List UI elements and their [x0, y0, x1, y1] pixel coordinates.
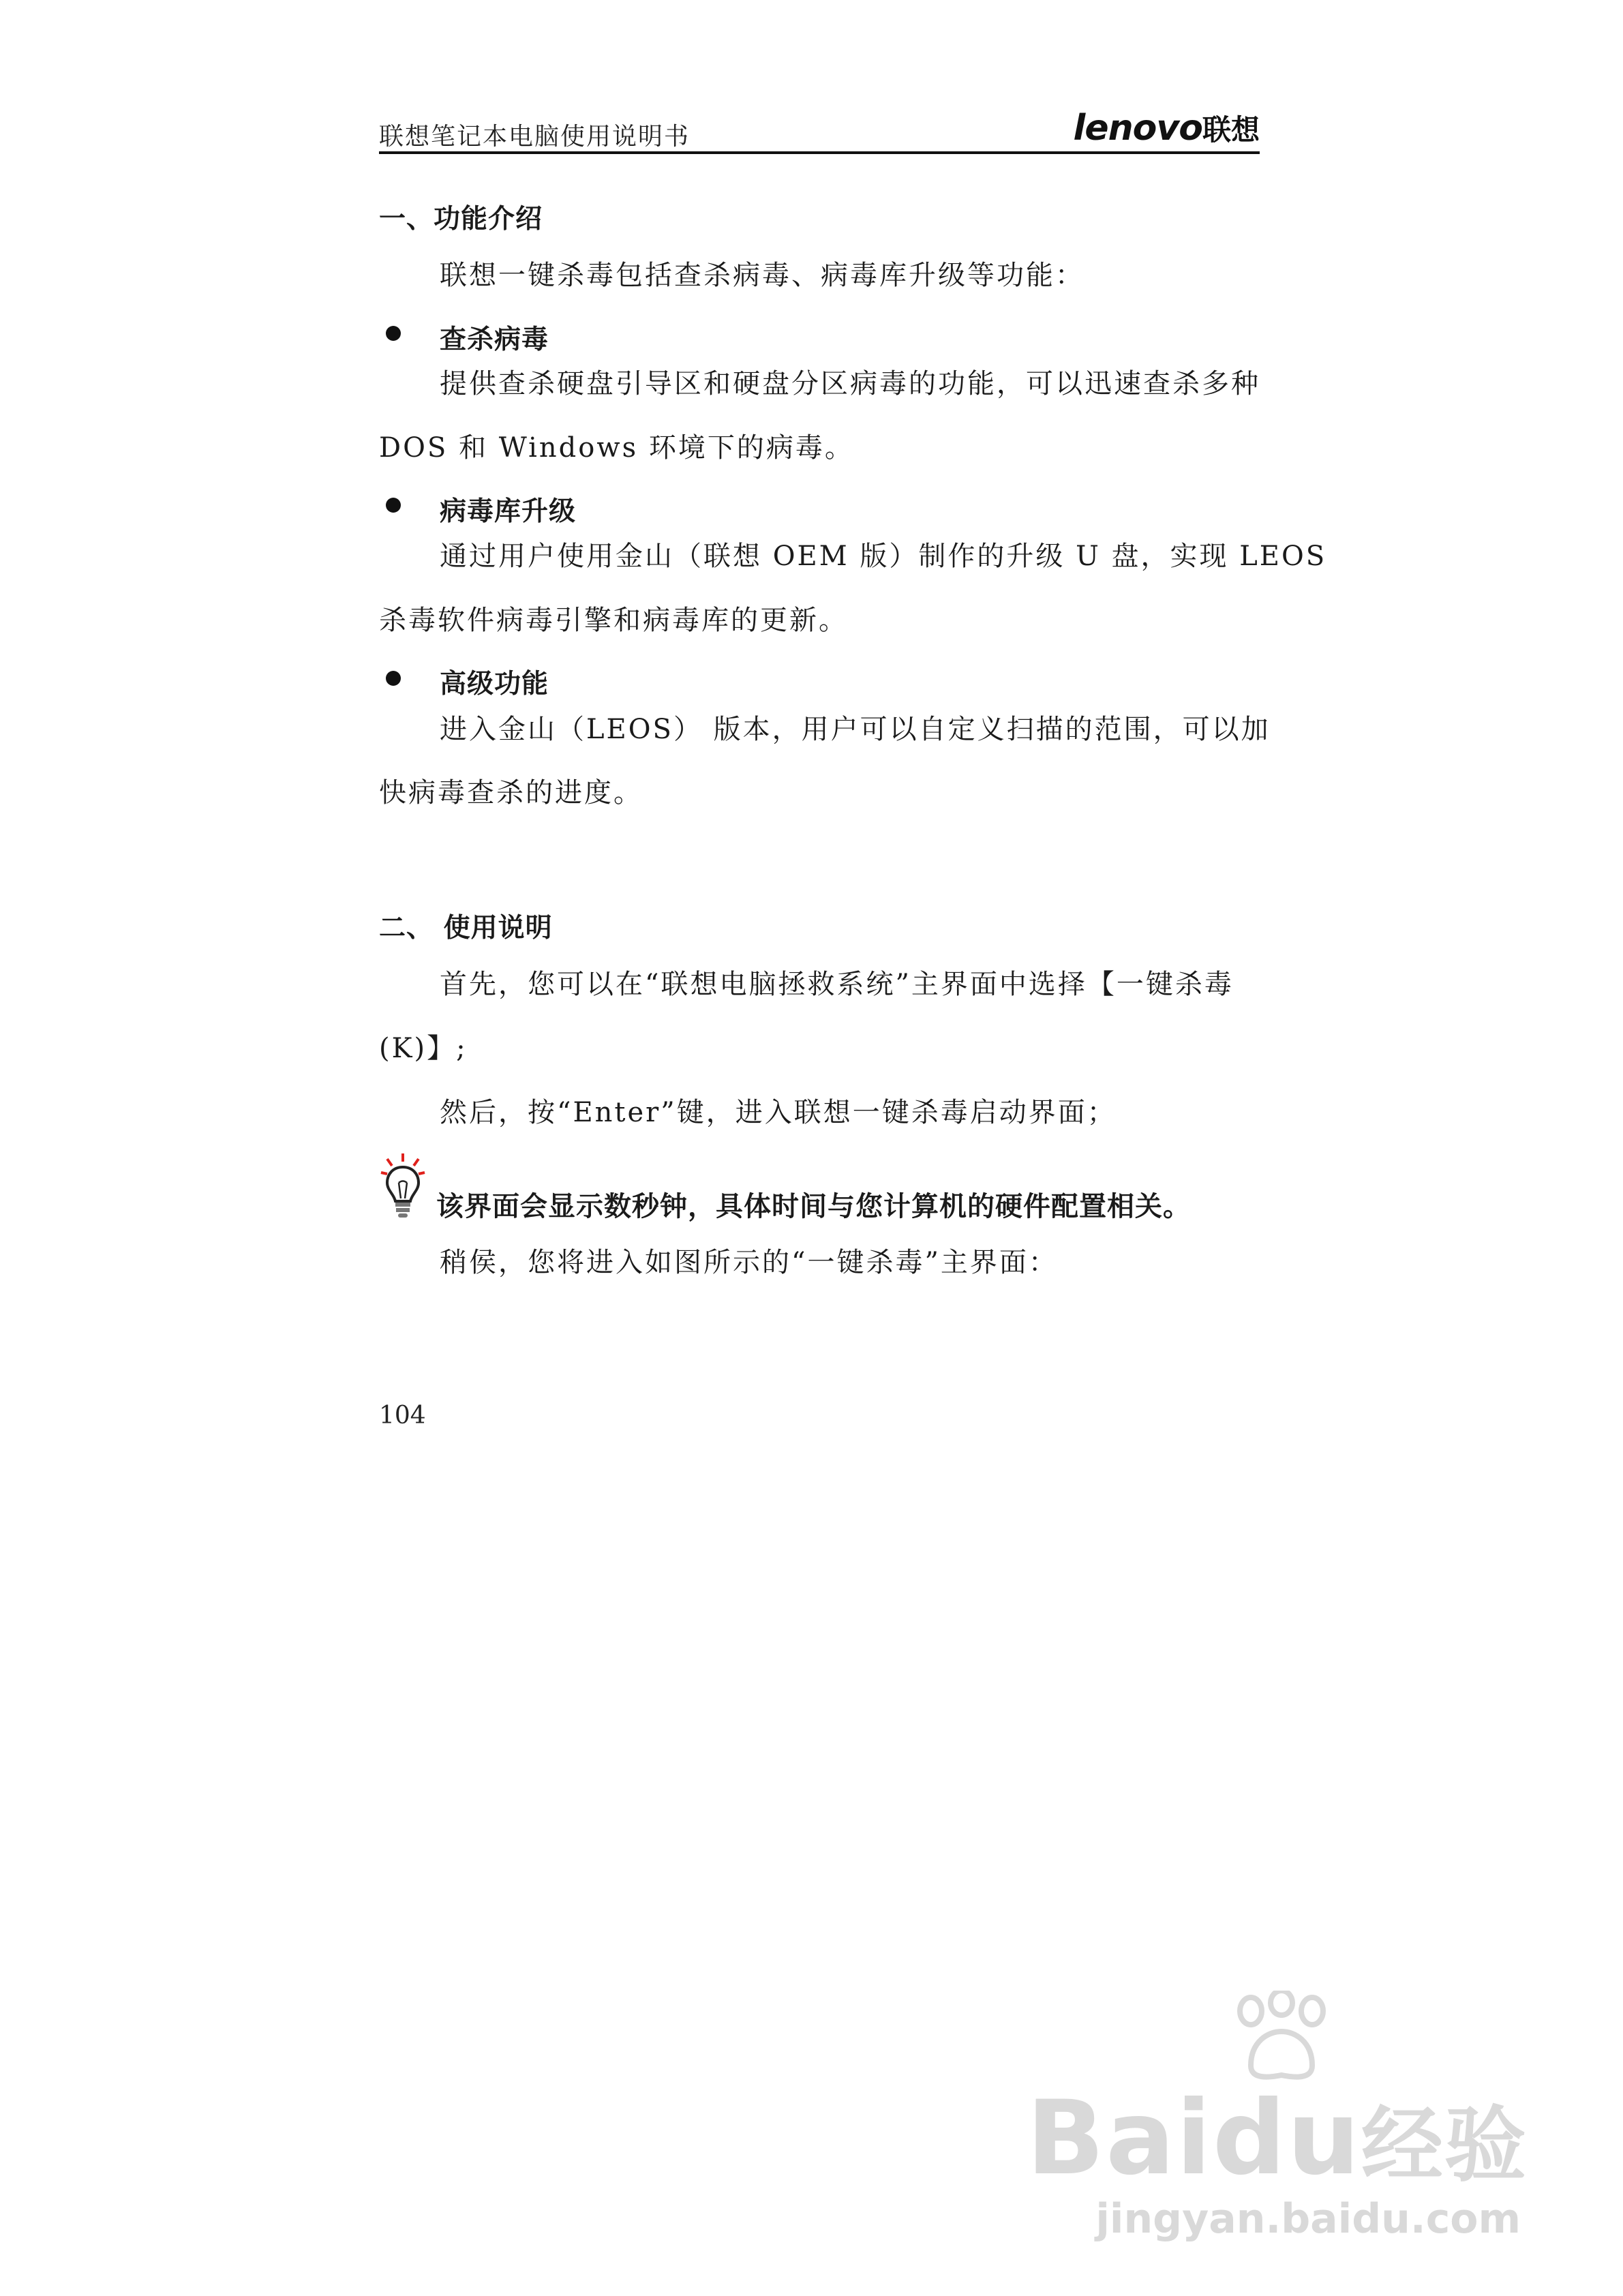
section2-para: 稍侯，您将进入如图所示的“一键杀毒”主界面：: [440, 1247, 1058, 1278]
bullet-icon: [386, 326, 401, 341]
paw-icon: [1230, 1991, 1333, 2086]
section2-para: 首先，您可以在“联想电脑拯救系统”主界面中选择【一键杀毒: [440, 969, 1234, 1000]
watermark-url: jingyan.baidu.com: [1095, 2195, 1521, 2243]
item-text-line: 进入金山（LEOS） 版本，用户可以自定义扫描的范围，可以加: [440, 714, 1271, 745]
item-text-line: 提供查杀硬盘引导区和硬盘分区病毒的功能，可以迅速查杀多种: [440, 368, 1260, 399]
item-title-scan-virus: 查杀病毒: [440, 324, 549, 355]
section2-heading: 二、 使用说明: [379, 913, 553, 943]
lenovo-logo: [1074, 108, 1260, 149]
lightbulb-icon: [379, 1152, 427, 1220]
page-number: 104: [379, 1402, 426, 1430]
header-title: 联想笔记本电脑使用说明书: [379, 123, 691, 151]
section1-intro: 联想一键杀毒包括查杀病毒、病毒库升级等功能：: [440, 260, 1084, 291]
item-title-virus-db-upgrade: 病毒库升级: [440, 496, 577, 527]
watermark-brand: [1027, 2079, 1528, 2198]
section1-heading: 一、功能介绍: [379, 204, 543, 235]
bullet-icon: [386, 498, 401, 513]
item-text-line: 杀毒软件病毒引擎和病毒库的更新。: [379, 605, 848, 636]
section2-para: (K)】;: [379, 1033, 468, 1064]
bullet-icon: [386, 671, 401, 686]
note-text: 该界面会显示数秒钟，具体时间与您计算机的硬件配置相关。: [436, 1191, 1191, 1222]
item-text-line: DOS 和 Windows 环境下的病毒。: [379, 432, 854, 464]
item-title-advanced: 高级功能: [440, 669, 549, 699]
watermark-brand-cn: 经验: [1361, 2098, 1528, 2193]
watermark-brand-part: Bai: [1026, 2079, 1213, 2198]
item-text-line: 快病毒查杀的进度。: [379, 777, 643, 809]
header-divider: [379, 151, 1260, 154]
section2-para: 然后，按“Enter”键，进入联想一键杀毒启动界面；: [440, 1097, 1117, 1128]
watermark-brand-part: du: [1212, 2079, 1361, 2198]
item-text-line: 通过用户使用金山（联想 OEM 版）制作的升级 U 盘，实现 LEOS: [440, 541, 1327, 572]
logo-text: lenovo: [1073, 108, 1202, 149]
logo-cn: 联想: [1202, 113, 1260, 147]
